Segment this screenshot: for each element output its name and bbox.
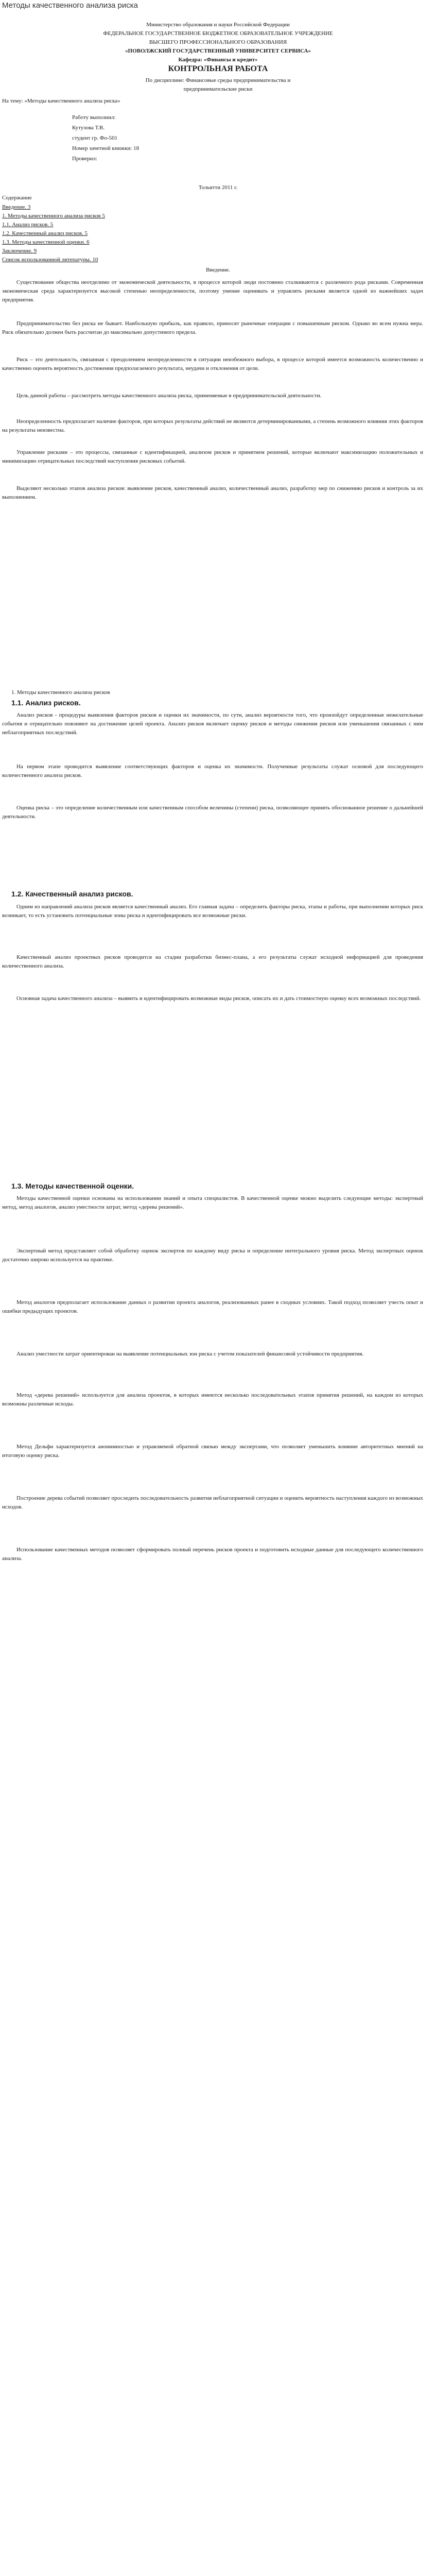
intro-paragraph: Неопределенность предполагает наличие факторов, при которых результаты действий не являются детерминированными, а степень возможного влияния этих факторов на результаты неизвестна. [2,418,423,433]
toc-title: Содержание [2,195,32,201]
intro-paragraph: Существование общества неотделимо от экономической деятельности, в процессе которой люди постоянно сталкиваются с различного рода рисками. Современная экономическая среда характеризуется высокой степенью неопределенности, поэтому умение оценивать и управлять рисками является одной из важнейших задач предприятия. [2,279,423,303]
section-1-2-paragraph: Основная задача качественного анализа – выявить и идентифицировать возможные виды рисков, описать их и дать стоимостную оценку всех возможных последствий. [16,995,421,1002]
section-1-1-paragraph: Анализ рисков - процедуры выявления факторов рисков и оценки их значимости, по сути, анализ вероятности того, что произойдут определенные нежелательные события и отрицательно повлияют на достижение целей проекта. Анализ рисков включает оценку рисков и методы снижения рисков или уменьшения связанных с ним неблагоприятных последствий. [2,712,423,736]
checked-label: Проверил: [72,156,97,162]
city-year: Тольятти 2011 г. [198,184,238,191]
section-1-3-paragraph: Метод «дерева решений» используется для анализа проектов, в которых имеются несколько последовательных этапов принятия решений, на каждом из которых возможны различные исходы. [2,1392,423,1407]
section-1-3-paragraph: Экспертный метод представляет собой обработку оценок экспертов по каждому виду риска и определение интегрального уровня риска. Метод экспертных оценок достаточно широко используется на практике. [2,1248,423,1263]
section-1-1-paragraph: Оценка риска – это определение количественным или качественным способом величины (степени) риска, позволяющее принять обоснованное решение о дальнейшей деятельности. [2,805,423,820]
section-1-3-paragraph: Анализ уместности затрат ориентирован на выявление потенциальных зон риска с учетом показателей финансовой устойчивости предприятия. [16,1351,364,1357]
section-1-3-paragraph: Методы качественной оценки основаны на использовании знаний и опыта специалистов. В качественной оценке можно выделить следующие методы: экспертный метод, метод аналогов, анализ уместности затрат, метод «дерева решений». [2,1195,423,1210]
topic-line: На тему: «Методы качественного анализа риска» [2,98,120,104]
intro-paragraph: Цель данной работы – рассмотреть методы качественного анализа риска, применяемые в предпринимательской деятельности. [16,393,322,399]
ministry-line: Министерство образования и науки Российской Федерации [146,22,290,28]
section-1-3-paragraph: Построение дерева событий позволяет проследить последовательность развития неблагоприятной ситуации и оценить вероятность наступления каждого из возможных исходов. [2,1495,423,1510]
section-1-3-paragraph: Метод аналогов предполагает использование данных о развитии проекта аналогов, реализованных ранее в сходных условиях. Такой подход позволяет учесть опыт и ошибки предыдущих проектов. [2,1299,423,1314]
chapter-1-heading: 1. Методы качественного анализа рисков [11,689,110,696]
institution-line: ФЕДЕРАЛЬНОЕ ГОСУДАРСТВЕННОЕ БЮДЖЕТНОЕ ОБРАЗОВАТЕЛЬНОЕ УЧРЕЖДЕНИЕ [103,30,333,37]
toc-link-intro[interactable]: Введение. 3 [2,204,31,210]
page-title: Методы качественного анализа риска [2,1,138,10]
performed-label: Работу выполнил: [72,114,116,121]
discipline-line-1: По дисциплине: Финансовые среды предпринимательства и [145,77,291,83]
gradebook-number: Номер зачетной книжки: 18 [72,145,139,151]
department-line: Кафедра: «Финансы и кредит» [178,57,258,63]
toc-link-chapter1[interactable]: 1. Методы качественного анализа рисков 5 [2,213,105,219]
section-1-1-heading: 1.1. Анализ рисков. [11,699,81,707]
university-line: «ПОВОЛЖСКИЙ ГОСУДАРСТВЕННЫЙ УНИВЕРСИТЕТ СЕРВИСА» [125,48,311,54]
intro-heading: Введение. [205,267,231,273]
section-1-1-paragraph: На первом этапе проводится выявление соответствующих факторов и оценка их значимости. Полученные результаты служат основой для последующего количественного анализа рисков. [2,764,423,778]
section-1-3-paragraph: Использование качественных методов позволяет сформировать полный перечень рисков проекта и подготовить исходные данные для последующего количественного анализа. [2,1547,423,1562]
toc-link-1-3[interactable]: 1.3. Методы качественной оценки. 6 [2,239,90,245]
section-1-2-heading: 1.2. Качественный анализ рисков. [11,890,133,898]
education-line: ВЫСШЕГО ПРОФЕССИОНАЛЬНОГО ОБРАЗОВАНИЯ [149,39,287,45]
discipline-line-2: предпринимательские риски [183,86,253,92]
work-type-title: КОНТРОЛЬНАЯ РАБОТА [168,64,268,73]
intro-paragraph: Управление рисками – это процессы, связанные с идентификацией, анализом рисков и принятием решений, которые включают максимизацию положительных и минимизацию отрицательных последствий наступления рисковых событий. [2,449,423,464]
toc-link-1-1[interactable]: 1.1. Анализ рисков. 5 [2,222,54,228]
toc-link-references[interactable]: Список использованной литературы. 10 [2,257,98,263]
intro-paragraph: Риск – это деятельность, связанная с преодолением неопределенности в ситуации неизбежного выбора, в процессе которой имеется возможность количественно и качественно оценить вероятность достижения предполагаемого результата, неудачи и отклонения от цели. [2,357,423,371]
toc-link-conclusion[interactable]: Заключение. 9 [2,248,37,254]
section-1-2-paragraph: Одним из направлений анализа рисков является качественный анализ. Его главная задача – определить факторы риска, этапы и работы, при выполнении которых риск возникает, то есть установить потенциальные зоны риска и идентифицировать все возможные риски. [2,904,423,919]
student-group: студент гр. Фо-501 [72,135,118,141]
section-1-3-heading: 1.3. Методы качественной оценки. [11,1182,134,1190]
intro-paragraph: Выделяют несколько этапов анализа рисков: выявление рисков, качественный анализ, количественный анализ, разработку мер по снижению рисков и контроль за их выполнением. [2,485,423,500]
student-name: Кутузова Т.В. [72,125,105,131]
intro-paragraph: Предпринимательство без риска не бывает. Наибольшую прибыль, как правило, приносят рыночные операции с повышенным риском. Однако во всем нужна мера. Риск обязательно должен быть рассчитан до максимально допустимого предела. [2,320,423,335]
toc-link-1-2[interactable]: 1.2. Качественный анализ рисков. 5 [2,230,88,236]
section-1-3-paragraph: Метод Дельфи характеризуется анонимностью и управляемой обратной связью между экспертами, что позволяет уменьшить влияние авторитетных мнений на итоговую оценку риска. [2,1444,423,1459]
section-1-2-paragraph: Качественный анализ проектных рисков проводится на стадии разработки бизнес-плана, а его результаты служат исходной информацией для проведения количественного анализа. [2,954,423,969]
